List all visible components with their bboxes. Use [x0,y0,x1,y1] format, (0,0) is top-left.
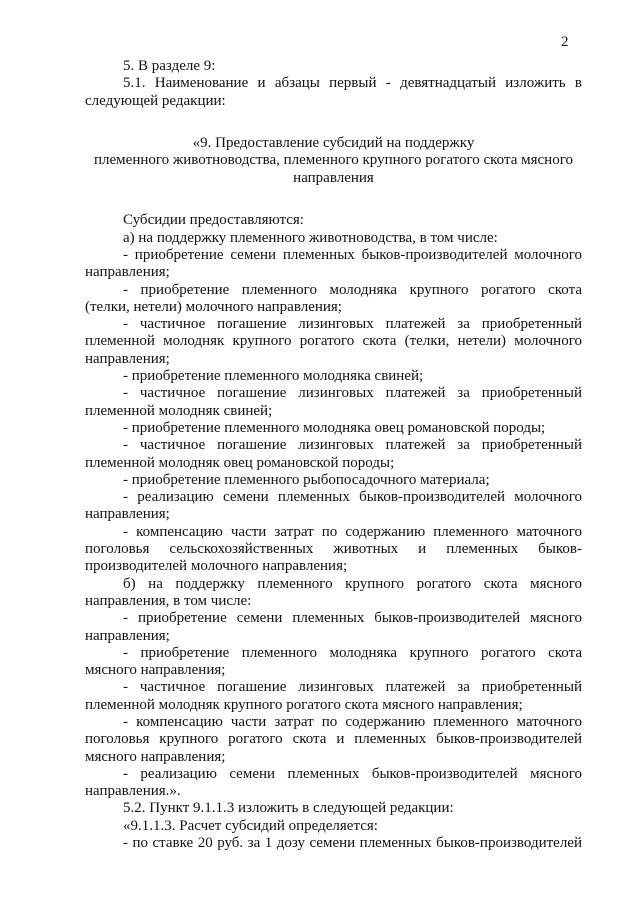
paragraph-line: - компенсацию части затрат по содержанию племенного маточного [123,523,582,540]
paragraph-line: направления; [85,627,170,644]
blank-line [85,110,582,127]
section-9-title-line: племенного животноводства, племенного крупного рогатого скота мясного [94,152,573,169]
paragraph-line: - приобретение племенного молодняка свиней; [123,368,424,385]
section-9-title-line: «9. Предоставление субсидий на поддержку [192,135,475,152]
paragraph-line: - по ставке 20 руб. за 1 дозу семени племенных быков-производителей [123,835,582,852]
paragraph-line: - частичное погашение лизинговых платежей за приобретенный [123,316,582,333]
paragraph-line: - приобретение племенного рыбопосадочного материала; [123,471,490,488]
paragraph-line: - частичное погашение лизинговых платежей за приобретенный [123,437,582,454]
paragraph-line: племенной молодняк овец романовской породы; [85,454,395,471]
paragraph-line: мясного направления; [85,662,226,679]
paragraph-line: б) на поддержку племенного крупного рогатого скота мясного [123,575,582,592]
paragraph-line: а) на поддержку племенного животноводства, в том числе: [123,229,498,246]
paragraph-line: (телки, нетели) молочного направления; [85,298,342,315]
paragraph-line: - приобретение племенного молодняка овец романовской породы; [123,419,546,436]
paragraph-line: «9.1.1.3. Расчет субсидий определяется: [123,817,378,834]
paragraph-line: - реализацию семени племенных быков-производителей молочного [123,489,582,506]
paragraph-line: поголовья сельскохозяйственных животных и племенных быков- [85,541,582,558]
paragraph-line: племенной молодняк свиней; [85,402,273,419]
paragraph-line: направления.». [85,783,181,800]
paragraph-line: - реализацию семени племенных быков-производителей мясного [123,765,582,782]
paragraph-line: производителей молочного направления; [85,558,348,575]
section-9-title-line: направления [293,169,374,186]
paragraph-line: - приобретение семени племенных быков-производителей молочного [123,246,582,263]
paragraph-line: поголовья крупного рогатого скота и племенных быков-производителей [85,731,582,748]
document-body [85,58,582,852]
paragraph-line: племенной молодняк крупного рогатого скота (телки, нетели) молочного [85,333,582,350]
blank-line [85,204,582,212]
paragraph-line: мясного направления; [85,748,226,765]
paragraph-line: - приобретение племенного молодняка крупного рогатого скота [123,281,582,298]
paragraph-line: направления; [85,264,170,281]
blank-line [85,187,582,204]
subsection-5-1-line: следующей редакции: [85,92,226,109]
paragraph-line: Субсидии предоставляются: [123,212,304,229]
blank-line [85,127,582,135]
subsection-5-2-line: 5.2. Пункт 9.1.1.3 изложить в следующей редакции: [123,800,454,817]
paragraph-line: - частичное погашение лизинговых платежей за приобретенный [123,679,582,696]
paragraph-line: - приобретение племенного молодняка крупного рогатого скота [123,644,582,661]
paragraph-line: - компенсацию части затрат по содержанию племенного маточного [123,713,582,730]
paragraph-line: направления; [85,506,170,523]
paragraph-line: направления, в том числе: [85,592,252,609]
subsection-5-1-line: 5.1. Наименование и абзацы первый - девятнадцатый изложить в [123,75,582,92]
paragraph-line: направления; [85,350,170,367]
paragraph-line: племенной молодняк крупного рогатого скота мясного направления; [85,696,523,713]
paragraph-line: - приобретение семени племенных быков-производителей мясного [123,610,582,627]
paragraph-line: - частичное погашение лизинговых платежей за приобретенный [123,385,582,402]
section-5-heading: 5. В разделе 9: [123,58,216,74]
page-number: 2 [561,34,569,50]
